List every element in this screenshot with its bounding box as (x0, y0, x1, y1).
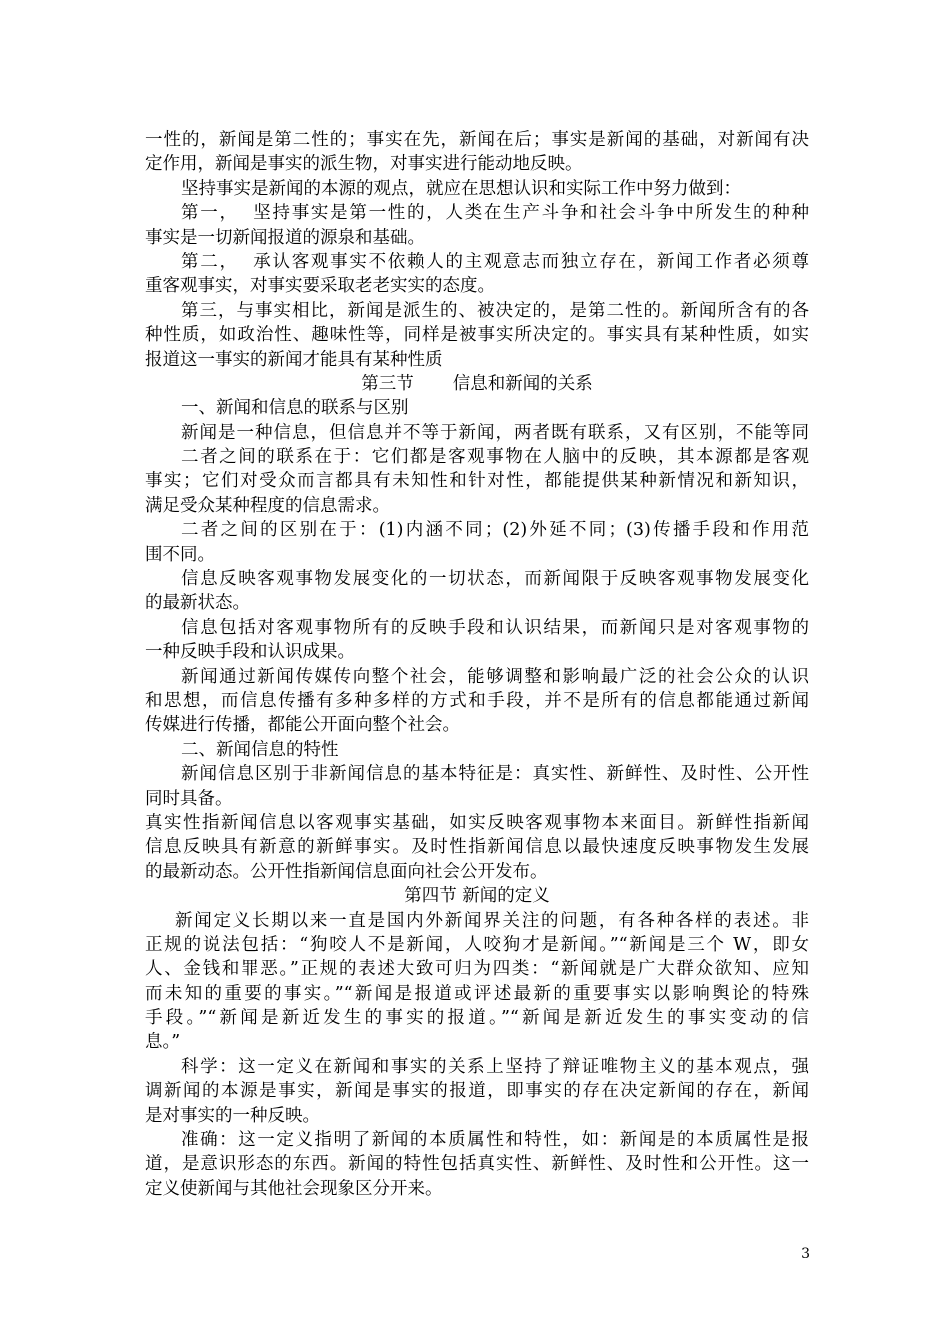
text-line: 事实是一切新闻报道的源泉和基础。 (145, 227, 425, 248)
text-line: 而未知的重要的事实。”“新闻是报道或评述最新的重要事实以影响舆论的特殊 (145, 983, 809, 1004)
page-content (145, 128, 809, 1201)
page-number: 3 (801, 1246, 810, 1262)
text-line: 调新闻的本源是事实，新闻是事实的报道，即事实的存在决定新闻的存在，新闻 (145, 1081, 809, 1102)
text-line: 道，是意识形态的东西。新闻的特性包括真实性、新鲜性、及时性和公开性。这一 (145, 1154, 809, 1175)
text-line: 科学：这一定义在新闻和事实的关系上坚持了辩证唯物主义的基本观点，强 (181, 1056, 809, 1077)
text-line: 第三，与事实相比，新闻是派生的、被决定的，是第二性的。新闻所含有的各 (181, 300, 809, 321)
text-line: 传媒进行传播，都能公开面向整个社会。 (145, 715, 460, 736)
text-line: 信息反映具有新意的新鲜事实。及时性指新闻信息以最快速度反映事物发生发展 (145, 837, 809, 858)
text-line: 第二， 承认客观事实不依赖人的主观意志而独立存在，新闻工作者必须尊 (181, 251, 809, 272)
text-line: 事实；它们对受众而言都具有未知性和针对性，都能提供某种新情况和新知识， (145, 471, 809, 492)
text-line: 真实性指新闻信息以客观事实基础，如实反映客观事物本来面目。新鲜性指新闻 (145, 812, 809, 833)
text-line: 信息包括对客观事物所有的反映手段和认识结果，而新闻只是对客观事物的 (181, 617, 809, 638)
section-heading: 第四节 新闻的定义 (404, 886, 550, 907)
text-line: 一种反映手段和认识成果。 (145, 642, 355, 663)
text-line: 同时具备。 (145, 788, 233, 809)
text-line: 新闻是一种信息，但信息并不等于新闻，两者既有联系，又有区别，不能等同 (181, 422, 809, 443)
text-line: 新闻通过新闻传媒传向整个社会，能够调整和影响最广泛的社会公众的认识 (181, 666, 809, 687)
text-line: 定义使新闻与其他社会现象区分开来。 (145, 1178, 443, 1199)
text-line: 息。” (145, 1032, 181, 1053)
text-line: 的最新状态。 (145, 593, 250, 614)
text-line: 准确：这一定义指明了新闻的本质属性和特性，如：新闻是的本质属性是报 (181, 1130, 809, 1151)
text-line: 新闻信息区别于非新闻信息的基本特征是：真实性、新鲜性、及时性、公开性 (181, 764, 809, 785)
text-line: 报道这一事实的新闻才能具有某种性质 (145, 349, 443, 370)
text-line: 的最新动态。公开性指新闻信息面向社会公开发布。 (145, 861, 548, 882)
section-heading: 第三节 信息和新闻的关系 (361, 373, 593, 394)
text-line: 是对事实的一种反映。 (145, 1105, 320, 1126)
text-line: 第一， 坚持事实是第一性的，人类在生产斗争和社会斗争中所发生的种种 (181, 203, 809, 224)
text-line: 手段。”“新闻是新近发生的事实的报道。”“新闻是新近发生的事实变动的信 (145, 1008, 809, 1029)
text-line: 新闻定义长期以来一直是国内外新闻界关注的问题，有各种各样的表述。非 (175, 910, 809, 931)
text-line: 人、金钱和罪恶。”正规的表述大致可归为四类：“新闻就是广大群众欲知、应知 (145, 959, 809, 980)
text-line: 一性的，新闻是第二性的；事实在先，新闻在后；事实是新闻的基础，对新闻有决 (145, 130, 809, 150)
text-line: 满足受众某种程度的信息需求。 (145, 495, 390, 516)
text-line: 二者之间的联系在于：它们都是客观事物在人脑中的反映，其本源都是客观 (181, 447, 809, 468)
text-line: 信息反映客观事物发展变化的一切状态，而新闻限于反映客观事物发展变化 (181, 569, 809, 590)
subsection-heading: 二、新闻信息的特性 (181, 739, 339, 760)
subsection-heading: 一、新闻和信息的联系与区别 (181, 398, 409, 419)
text-line: 和思想，而信息传播有多种多样的方式和手段，并不是所有的信息都能通过新闻 (145, 690, 809, 711)
text-line: 种性质，如政治性、趣味性等，同样是被事实所决定的。事实具有某种性质，如实 (145, 325, 809, 346)
text-line: 重客观事实，对事实要采取老老实实的态度。 (145, 276, 495, 297)
text-line: 二者之间的区别在于：(1)内涵不同；(2)外延不同；(3)传播手段和作用范 (181, 520, 809, 541)
text-line: 正规的说法包括：“狗咬人不是新闻，人咬狗才是新闻。”“新闻是三个 W，即女 (145, 934, 809, 955)
text-line: 围不同。 (145, 544, 215, 565)
text-line: 坚持事实是新闻的本源的观点，就应在思想认识和实际工作中努力做到： (181, 178, 741, 199)
text-line: 定作用，新闻是事实的派生物，对事实进行能动地反映。 (145, 154, 583, 175)
